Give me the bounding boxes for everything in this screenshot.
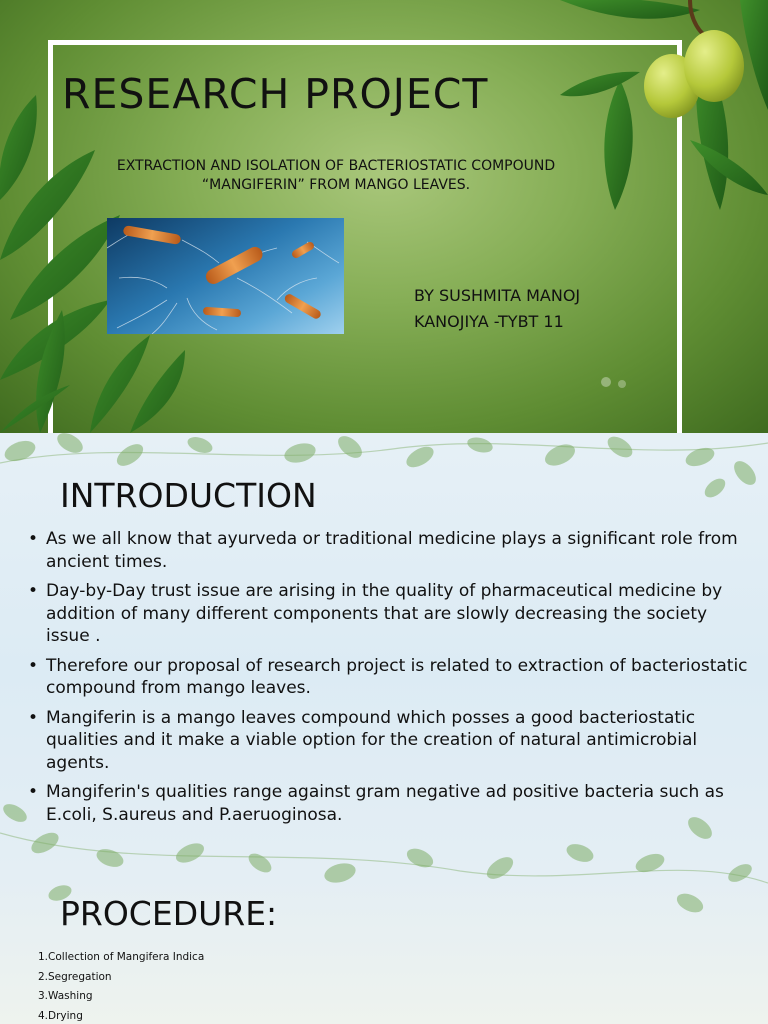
procedure-step-list [38,948,204,1024]
introduction-heading: INTRODUCTION [60,476,317,515]
author-credit [414,283,580,335]
procedure-heading: PROCEDURE: [60,894,278,933]
author-line-2: KANOJIYA -TYBT 11 [414,312,564,331]
mango-leaves-decoration [0,0,768,433]
bacteria-illustration [107,218,344,334]
subtitle-line-1: EXTRACTION AND ISOLATION OF BACTERIOSTATIC COMPOUND [116,158,556,174]
subtitle-line-2: “MANGIFERIN” FROM MANGO LEAVES. [201,177,471,193]
title-slide [0,0,768,433]
list-item: • Mangiferin's qualities range against gram negative ad positive bacteria such as E.coli, S.aureus and P.aeruoginosa. [28,781,753,826]
list-item: • Day-by-Day trust issue are arising in the quality of pharmaceutical medicine by addition of many different components that are slowly decreasing the society issue . [28,580,753,648]
list-item: • Mangiferin is a mango leaves compound which posses a good bacteriostatic qualities and it make a viable option for the creation of natural antimicrobial agents. [28,707,753,775]
procedure-step: 1.Collection of Mangifera Indica [38,951,205,963]
page-title: RESEARCH PROJECT [62,70,489,118]
author-line-1: BY SUSHMITA MANOJ [414,286,581,305]
procedure-step: 4.Drying [38,1009,83,1022]
mango-fruit [684,30,744,102]
list-item: • Therefore our proposal of research project is related to extraction of bacteriostatic compound from mango leaves. [28,655,753,700]
project-subtitle [60,157,612,195]
list-item: • As we all know that ayurveda or traditional medicine plays a significant role from ancient times. [28,528,753,573]
procedure-step: 2.Segregation [38,970,112,983]
introduction-slide [0,433,768,1024]
procedure-step: 3.Washing [38,990,93,1002]
introduction-bullet-list [28,528,753,833]
